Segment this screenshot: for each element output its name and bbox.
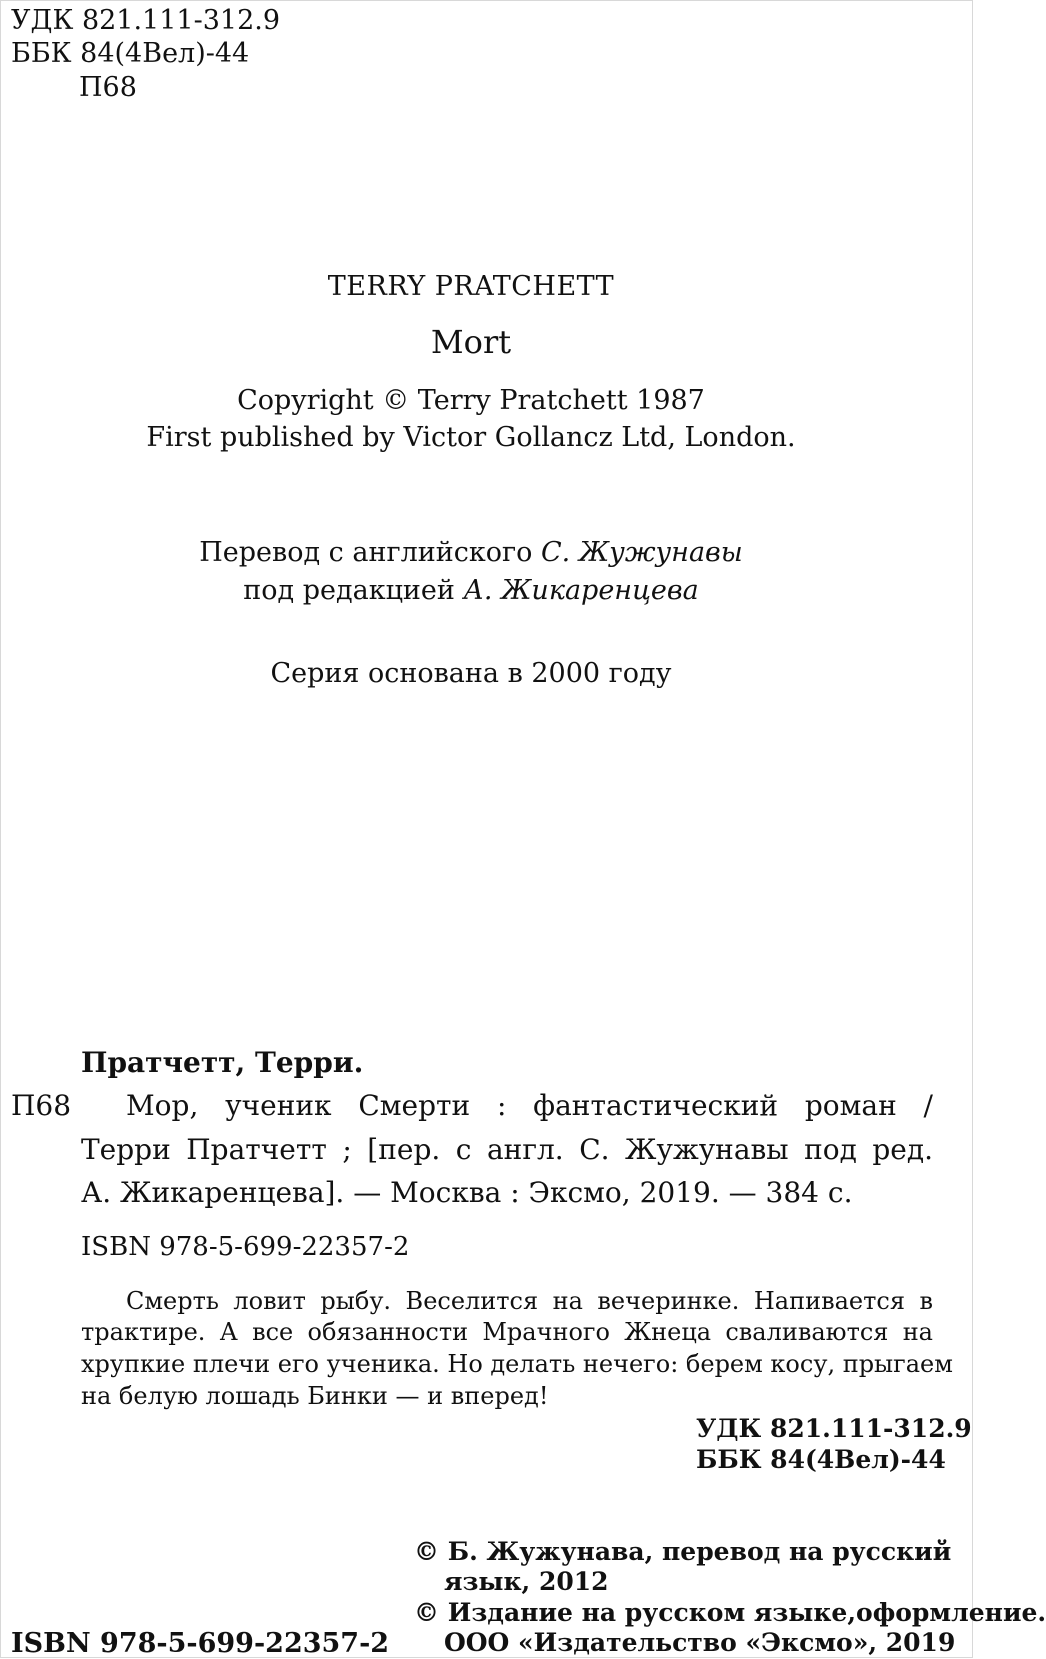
editor-name: А. Жикаренцева <box>463 575 699 606</box>
original-copyright: Copyright © Terry Pratchett 1987 <box>237 385 705 416</box>
copyright-line: © Издание на русском языке,оформление. <box>414 1598 1046 1627</box>
original-author: TERRY PRATCHETT <box>327 271 615 302</box>
editor-prefix: под редакцией <box>243 575 464 606</box>
copyright-line: язык, 2012 <box>444 1567 609 1596</box>
annotation-line: Смерть ловит рыбу. Веселится на вечеринке. Напивается в <box>126 1287 933 1315</box>
isbn-bottom: ISBN 978-5-699-22357-2 <box>11 1628 390 1659</box>
annotation-line: трактире. А все обязанности Мрачного Жнеца сваливаются на <box>81 1318 933 1346</box>
bibliographic-code: П68 <box>11 1089 72 1122</box>
translator-name: С. Жужунавы <box>541 537 743 568</box>
translation-credit <box>1 537 941 568</box>
bibliographic-line: А. Жикаренцева]. — Москва : Эксмо, 2019. — 384 с. <box>81 1176 853 1209</box>
original-title: Mort <box>430 323 512 361</box>
isbn: ISBN 978-5-699-22357-2 <box>81 1232 410 1262</box>
first-published-note: First published by Victor Gollancz Ltd, London. <box>146 422 796 453</box>
bibliographic-line: Мор, ученик Смерти : фантастический роман / <box>126 1089 933 1122</box>
annotation-line: хрупкие плечи его ученика. Но делать нечего: берем косу, прыгаем <box>81 1350 953 1378</box>
annotation-line: на белую лошадь Бинки — и вперед! <box>81 1382 549 1410</box>
copyright-line: © Б. Жужунава, перевод на русский <box>414 1537 952 1566</box>
editor-credit <box>1 575 941 606</box>
bibliographic-line: Терри Пратчетт ; [пер. с англ. С. Жужунавы под ред. <box>81 1133 933 1166</box>
bbk-code-bottom: ББК 84(4Вел)-44 <box>696 1445 946 1474</box>
translation-prefix: Перевод с английского <box>199 537 541 568</box>
udk-code-bottom: УДК 821.111-312.9 <box>696 1414 972 1443</box>
udk-code: УДК 821.111-312.9 <box>11 5 281 36</box>
author-sign: П68 <box>79 72 137 103</box>
bibliographic-author: Пратчетт, Терри. <box>81 1046 364 1079</box>
series-note: Серия основана в 2000 году <box>270 658 672 689</box>
copyright-line: ООО «Издательство «Эксмо», 2019 <box>444 1628 956 1657</box>
bbk-code: ББК 84(4Вел)-44 <box>11 38 250 69</box>
